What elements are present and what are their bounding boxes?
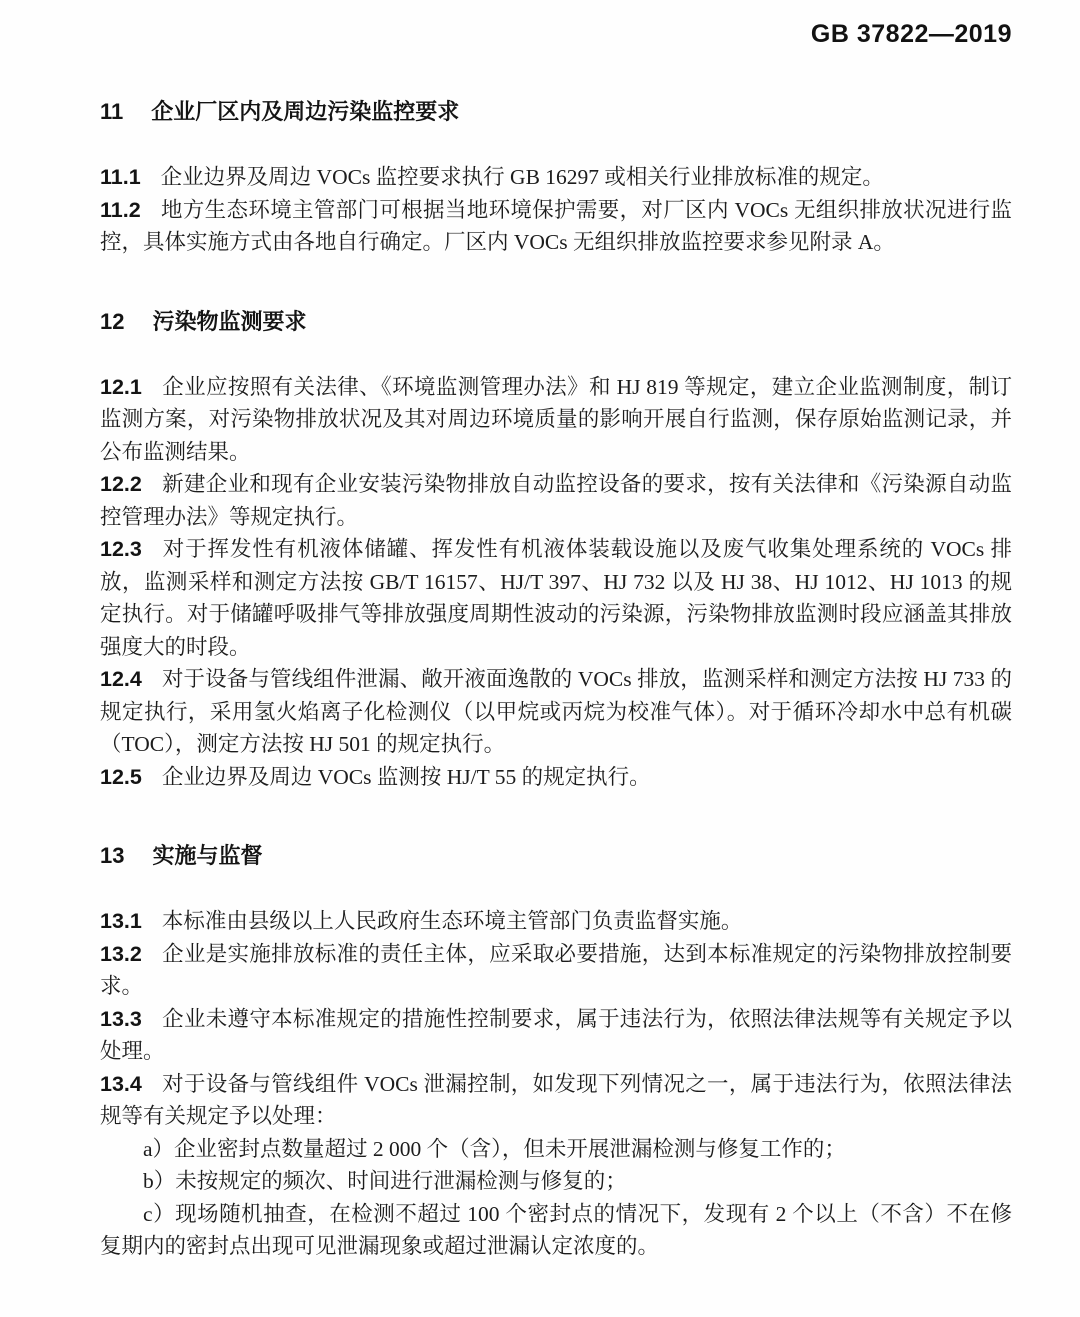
- clause-13-4-subitem-b: b）未按规定的频次、时间进行泄漏检测与修复的；: [143, 1169, 627, 1193]
- clause-13-3-number: 13.3: [100, 1006, 142, 1031]
- clause-13-2-text: 企业是实施排放标准的责任主体，应采取必要措施，达到本标准规定的污染物排放控制要求。: [100, 941, 1012, 998]
- clause-12-3: [100, 533, 1012, 663]
- section-11-title: 企业厂区内及周边污染监控要求: [151, 99, 460, 124]
- clause-12-1-number: 12.1: [100, 374, 142, 399]
- clause-13-4-subitem-c: c）现场随机抽查，在检测不超过 100 个密封点的情况下，发现有 2 个以上（不含）不在修复期内的密封点出现可见泄漏现象或超过泄漏认定浓度的。: [100, 1201, 1012, 1258]
- clause-12-4-text: 对于设备与管线组件泄漏、敞开液面逸散的 VOCs 排放，监测采样和测定方法按 HJ 733 的规定执行，采用氢火焰离子化检测仪（以甲烷或丙烷为校准气体）。对于循环冷却水中总有机碳（TOC），测定方法按 HJ 501 的规定执行。: [100, 667, 1012, 756]
- clause-12-2-number: 12.2: [100, 472, 142, 496]
- clause-12-3-text: 对于挥发性有机液体储罐、挥发性有机液体装载设施以及废气收集处理系统的 VOCs 排放，监测采样和测定方法按 GB/T 16157、HJ/T 397、HJ 732 以及 HJ 38、HJ 1012、HJ 1013 的规定执行。对于储罐呼吸排气等排放强度周期性波动的污染源，污染物排放监测时段应涵盖其排放强度大的时段。: [100, 537, 1012, 659]
- clause-13-1-number: 13.1: [100, 909, 142, 933]
- clause-12-5: [100, 761, 1012, 794]
- clause-12-4: [100, 663, 1012, 761]
- section-11-number: 11: [100, 99, 124, 124]
- clause-13-4-number: 13.4: [100, 1071, 142, 1096]
- clause-13-4: [100, 1068, 1012, 1133]
- clause-11-1-number: 11.1: [100, 165, 141, 189]
- clause-12-5-number: 12.5: [100, 764, 142, 789]
- clause-13-1-text: 本标准由县级以上人民政府生态环境主管部门负责监督实施。: [161, 909, 743, 933]
- clause-13-2: [100, 938, 1012, 1003]
- section-12-number: 12: [100, 308, 125, 334]
- clause-13-4-text: 对于设备与管线组件 VOCs 泄漏控制，如发现下列情况之一，属于违法行为，依照法律法规等有关规定予以处理：: [100, 1071, 1012, 1128]
- section-13-title: 实施与监督: [152, 843, 263, 868]
- section-13-number: 13: [100, 843, 125, 868]
- clause-12-2: [100, 468, 1012, 533]
- section-13-heading: [100, 843, 1012, 869]
- clause-13-4-subitem-a: a）企业密封点数量超过 2 000 个（含），但未开展泄漏检测与修复工作的；: [143, 1136, 846, 1161]
- standard-number: GB 37822—2019: [810, 20, 1012, 48]
- clause-13-3-text: 企业未遵守本标准规定的措施性控制要求，属于违法行为，依照法律法规等有关规定予以处理。: [100, 1006, 1012, 1063]
- clause-12-1-text: 企业应按照有关法律、《环境监测管理办法》和 HJ 819 等规定，建立企业监测制度，制订监测方案，对污染物排放状况及其对周边环境质量的影响开展自行监测，保存原始监测记录，并公布监测结果。: [100, 374, 1012, 464]
- section-11-heading: [100, 99, 1012, 125]
- document-header: [100, 20, 1012, 49]
- clause-12-3-number: 12.3: [100, 537, 142, 561]
- clause-13-1: [100, 905, 1012, 938]
- clause-13-3: [100, 1003, 1012, 1068]
- clause-11-2-text: 地方生态环境主管部门可根据当地环境保护需要，对厂区内 VOCs 无组织排放状况进行监控，具体实施方式由各地自行确定。厂区内 VOCs 无组织排放监控要求参见附录 A。: [100, 197, 1012, 254]
- clause-11-2-number: 11.2: [100, 197, 141, 222]
- clause-12-2-text: 新建企业和现有企业安装污染物排放自动监控设备的要求，按有关法律和《污染源自动监控管理办法》等规定执行。: [100, 472, 1012, 529]
- clause-12-4-number: 12.4: [100, 667, 142, 691]
- clause-11-2: [100, 194, 1012, 259]
- section-12-heading: [100, 309, 1012, 335]
- clause-12-1: [100, 371, 1012, 469]
- clause-11-1: [100, 161, 1012, 194]
- section-12-title: 污染物监测要求: [152, 308, 307, 334]
- clause-13-2-number: 13.2: [100, 941, 142, 966]
- clause-11-1-text: 企业边界及周边 VOCs 监控要求执行 GB 16297 或相关行业排放标准的规定。: [160, 165, 884, 189]
- clause-12-5-text: 企业边界及周边 VOCs 监测按 HJ/T 55 的规定执行。: [161, 764, 651, 789]
